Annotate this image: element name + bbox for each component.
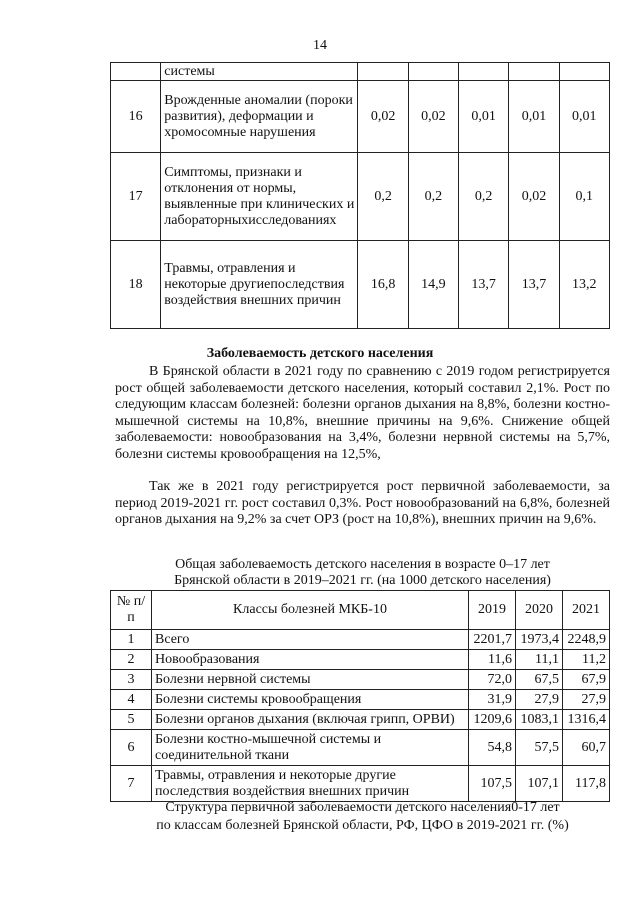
value-2019: 107,5	[469, 766, 516, 802]
disease-class: Симптомы, признаки и отклонения от нормы, выявленные при клинических и лабораторныхисследованиях	[161, 153, 358, 241]
value-2021: 2248,9	[563, 630, 610, 650]
table-header-row	[111, 591, 610, 630]
value-cell: 13,7	[509, 241, 559, 329]
disease-class: Травмы, отравления и некоторые другие последствия воздействия внешних причин	[152, 766, 469, 802]
row-number	[111, 63, 161, 81]
row-number: 6	[111, 730, 152, 766]
value-2020: 107,1	[516, 766, 563, 802]
table-row	[111, 630, 610, 650]
value-2021: 27,9	[563, 690, 610, 710]
table-row	[111, 710, 610, 730]
value-2021: 60,7	[563, 730, 610, 766]
value-2021: 67,9	[563, 670, 610, 690]
disease-class: Болезни нервной системы	[152, 670, 469, 690]
value-2019: 1209,6	[469, 710, 516, 730]
value-cell: 0,2	[408, 153, 458, 241]
value-2020: 67,5	[516, 670, 563, 690]
row-number: 2	[111, 650, 152, 670]
row-number: 4	[111, 690, 152, 710]
value-cell	[509, 63, 559, 81]
table-caption-line2: Брянской области в 2019–2021 гг. (на 1000 детского населения)	[174, 573, 551, 588]
row-number: 3	[111, 670, 152, 690]
value-cell: 13,2	[559, 241, 609, 329]
header-num: № п/п	[111, 591, 152, 630]
table-caption-line1: Общая заболеваемость детского населения в возрасте 0–17 лет	[175, 557, 550, 572]
value-cell	[408, 63, 458, 81]
value-2019: 54,8	[469, 730, 516, 766]
disease-class: Новообразования	[152, 650, 469, 670]
table-row	[111, 690, 610, 710]
value-cell: 0,01	[509, 81, 559, 153]
table-row	[111, 650, 610, 670]
next-caption-line2: по классам болезней Брянской области, РФ, ЦФО в 2019-2021 гг. (%)	[156, 818, 569, 833]
value-cell	[459, 63, 509, 81]
header-2021: 2021	[563, 591, 610, 630]
next-table-caption	[115, 799, 610, 835]
value-cell	[358, 63, 408, 81]
value-cell: 0,02	[358, 81, 408, 153]
value-cell: 13,7	[459, 241, 509, 329]
value-2020: 27,9	[516, 690, 563, 710]
row-number: 1	[111, 630, 152, 650]
value-cell: 0,02	[509, 153, 559, 241]
value-cell: 0,2	[358, 153, 408, 241]
value-2019: 31,9	[469, 690, 516, 710]
disease-class: Болезни системы кровообращения	[152, 690, 469, 710]
disease-class: Болезни костно-мышечной системы и соединительной ткани	[152, 730, 469, 766]
header-2019: 2019	[469, 591, 516, 630]
table-row	[111, 81, 610, 153]
value-2021: 117,8	[563, 766, 610, 802]
paragraph-general-morbidity: В Брянской области в 2021 году по сравнению с 2019 годом регистрируется рост общей заболеваемости детского населения, который составил 2,1%. Рост по следующим классам болезней: болезни органов дыхания на 8,8%, болезни костно-мышечной системы на 10,8%, внешние причины на 9,6%. Снижение общей заболеваемости: новообразования на 3,4%, болезни нервной системы на 5,7%, болезни системы кровообращения на 12,5%,	[115, 364, 610, 462]
value-2021: 1316,4	[563, 710, 610, 730]
row-number: 16	[111, 81, 161, 153]
value-cell: 0,01	[559, 81, 609, 153]
section-heading: Заболеваемость детского населения	[206, 346, 434, 361]
disease-class: Травмы, отравления и некоторые другиепоследствия воздействия внешних причин	[161, 241, 358, 329]
child-morbidity-table	[110, 590, 610, 802]
page-number: 14	[313, 38, 327, 53]
table-row	[111, 670, 610, 690]
value-2019: 11,6	[469, 650, 516, 670]
value-2021: 11,2	[563, 650, 610, 670]
table-row	[111, 153, 610, 241]
row-number: 5	[111, 710, 152, 730]
row-number: 17	[111, 153, 161, 241]
disease-class: системы	[161, 63, 358, 81]
value-2019: 72,0	[469, 670, 516, 690]
value-cell: 14,9	[408, 241, 458, 329]
disease-class: Всего	[152, 630, 469, 650]
disease-class: Болезни органов дыхания (включая грипп, ОРВИ)	[152, 710, 469, 730]
table-row	[111, 241, 610, 329]
morbidity-table-continued	[110, 62, 610, 329]
table-row	[111, 63, 610, 81]
header-class: Классы болезней МКБ-10	[152, 591, 469, 630]
header-2020: 2020	[516, 591, 563, 630]
table-row	[111, 766, 610, 802]
next-caption-line1: Структура первичной заболеваемости детского населения0-17 лет	[165, 800, 560, 815]
value-cell: 0,01	[459, 81, 509, 153]
disease-class: Врожденные аномалии (пороки развития), деформации и хромосомные нарушения	[161, 81, 358, 153]
row-number: 7	[111, 766, 152, 802]
value-cell: 16,8	[358, 241, 408, 329]
value-cell	[559, 63, 609, 81]
value-2020: 11,1	[516, 650, 563, 670]
row-number: 18	[111, 241, 161, 329]
value-2020: 1083,1	[516, 710, 563, 730]
value-2020: 1973,4	[516, 630, 563, 650]
value-2020: 57,5	[516, 730, 563, 766]
paragraph-primary-morbidity: Так же в 2021 году регистрируется рост первичной заболеваемости, за период 2019-2021 гг. рост составил 0,3%. Рост новообразований на 6,8%, болезней органов дыхания на 9,2% за счет ОРЗ (рост на 10,8%), внешних причин на 9,6%.	[115, 479, 610, 527]
table-row	[111, 730, 610, 766]
value-cell: 0,2	[459, 153, 509, 241]
value-cell: 0,02	[408, 81, 458, 153]
value-2019: 2201,7	[469, 630, 516, 650]
value-cell: 0,1	[559, 153, 609, 241]
